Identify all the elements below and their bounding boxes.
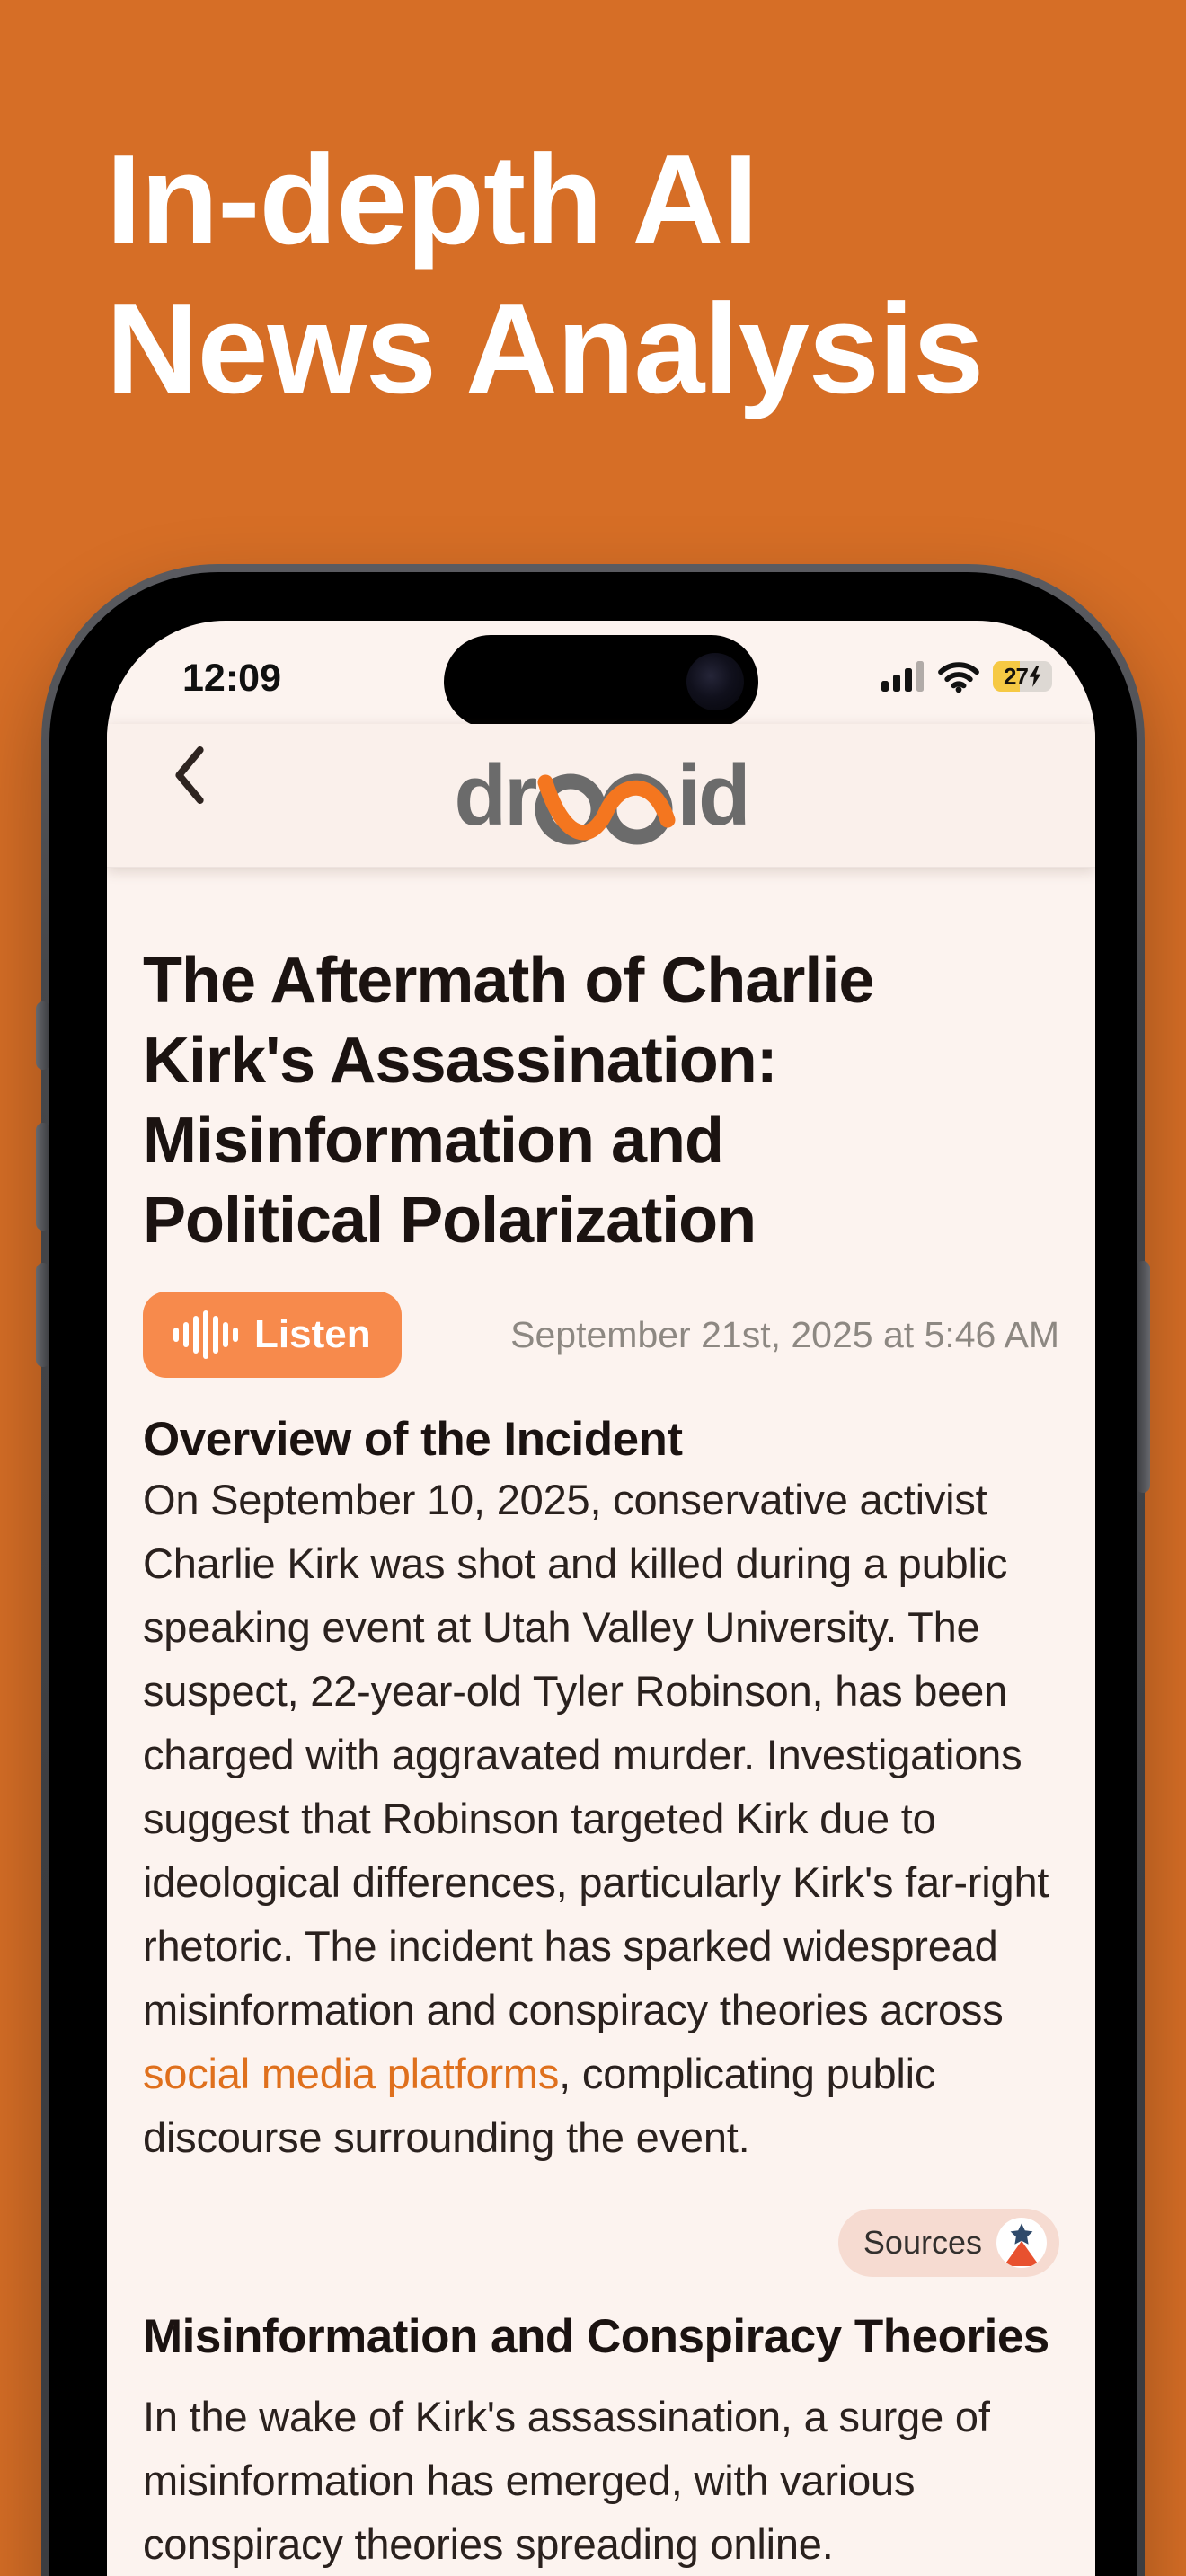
app-header bbox=[107, 724, 1095, 868]
iphone-mockup bbox=[41, 564, 1145, 2576]
listen-button[interactable] bbox=[143, 1292, 402, 1378]
paragraph-text: On September 10, 2025, conservative activist Charlie Kirk was shot and killed during a public speaking event at Utah Valley University. The suspect, 22-year-old Tyler Robinson, has been charged with aggravated murder. Investigations suggest that Robinson targeted Kirk due to ideological differences, particularly Kirk's far-right rhetoric. The incident has sparked widespread misinformation and conspiracy theories across bbox=[143, 1476, 1049, 2033]
source-favicon-icon bbox=[996, 2218, 1047, 2268]
volume-up-button bbox=[36, 1123, 50, 1231]
battery-charging-icon bbox=[993, 661, 1052, 692]
volume-down-button bbox=[36, 1263, 50, 1367]
article-date: September 21st, 2025 at 5:46 AM bbox=[510, 1313, 1059, 1355]
dynamic-island bbox=[444, 635, 758, 728]
power-button bbox=[1136, 1261, 1150, 1493]
section-heading-overview: Overview of the Incident bbox=[143, 1413, 683, 1466]
hero-headline bbox=[106, 126, 983, 424]
sources-button[interactable] bbox=[838, 2209, 1059, 2277]
hero-line-2: News Analysis bbox=[106, 278, 984, 420]
sources-label: Sources bbox=[863, 2224, 982, 2261]
cellular-signal-icon bbox=[881, 661, 925, 692]
status-time: 12:09 bbox=[182, 657, 281, 700]
logo-text-left: dr bbox=[454, 746, 535, 843]
section-heading-misinformation: Misinformation and Conspiracy Theories bbox=[143, 2310, 1049, 2363]
favicon-mountain bbox=[1004, 2241, 1040, 2266]
battery-percent: 27 bbox=[1004, 662, 1028, 690]
infinity-swoosh-icon bbox=[533, 754, 680, 858]
misinformation-paragraph: In the wake of Kirk's assassination, a surge of misinformation has emerged, with various conspiracy theories spreading online. bbox=[143, 2393, 990, 2568]
camera-icon bbox=[686, 653, 744, 710]
sources-row bbox=[143, 2209, 1059, 2277]
wifi-icon bbox=[937, 660, 980, 693]
paragraph-text-after: , complicating public discourse surrounding the event. bbox=[143, 2050, 936, 2161]
article-meta-row bbox=[143, 1292, 1059, 1378]
chevron-left-icon bbox=[166, 744, 213, 807]
waveform-icon bbox=[173, 1310, 238, 1359]
overview-paragraph bbox=[143, 1468, 1059, 2169]
article-title bbox=[143, 941, 1059, 1261]
phone-frame bbox=[49, 572, 1137, 2576]
social-media-platforms-link[interactable]: social media platforms bbox=[143, 2050, 560, 2097]
action-button bbox=[36, 1001, 50, 1070]
listen-label: Listen bbox=[254, 1312, 371, 1356]
hero-line-1: In-depth AI bbox=[106, 128, 758, 271]
title-line-4: Political Polarization bbox=[143, 1185, 757, 1257]
title-line-3: Misinformation and bbox=[143, 1105, 723, 1177]
drooid-logo bbox=[454, 734, 748, 858]
title-line-2: Kirk's Assassination: bbox=[143, 1025, 777, 1097]
phone-screen bbox=[107, 621, 1095, 2576]
article-body bbox=[107, 941, 1095, 2576]
status-bar bbox=[107, 621, 1095, 724]
lightning-bolt-icon bbox=[1029, 666, 1041, 687]
logo-text-right: id bbox=[677, 746, 748, 843]
back-button[interactable] bbox=[154, 740, 226, 812]
title-line-1: The Aftermath of Charlie bbox=[143, 945, 874, 1017]
status-icons bbox=[881, 660, 1052, 693]
